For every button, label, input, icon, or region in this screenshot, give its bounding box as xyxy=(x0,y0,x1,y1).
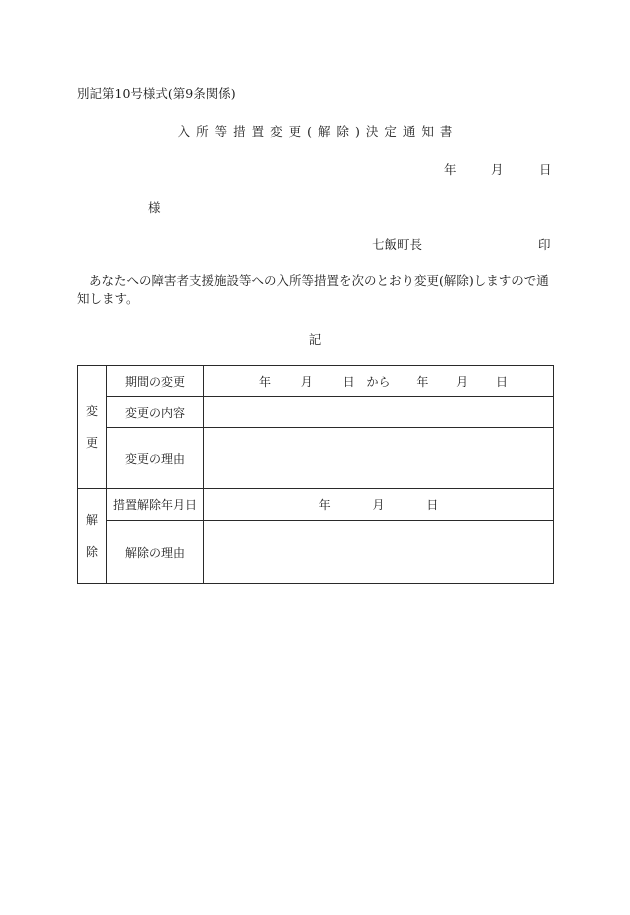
table-row xyxy=(78,366,554,397)
change-reason-value xyxy=(204,428,554,489)
document-title: 入所等措置変更(解除)決定通知書 xyxy=(177,124,459,139)
cancel-date-month: 月 xyxy=(372,498,385,512)
change-group-char-1: 変 xyxy=(85,404,98,418)
period-year-2: 年 xyxy=(416,374,429,389)
period-month-1: 月 xyxy=(300,374,313,389)
change-content-value xyxy=(204,397,554,428)
date-day: 日 xyxy=(539,162,552,177)
cancel-group-char-2: 除 xyxy=(85,545,98,559)
table-row xyxy=(78,521,554,584)
cancel-date-year: 年 xyxy=(318,498,331,512)
cancel-group-char-1: 解 xyxy=(85,513,98,527)
period-change-label: 期間の変更 xyxy=(107,366,204,397)
cancel-reason-label: 解除の理由 xyxy=(107,521,204,584)
form-number-label: 別記第10号様式(第9条関係) xyxy=(77,86,236,101)
period-month-2: 月 xyxy=(456,374,469,389)
period-year-1: 年 xyxy=(258,374,271,389)
issuer-name: 七飯町長 xyxy=(372,237,423,252)
period-from: から xyxy=(366,374,391,389)
table-row xyxy=(78,489,554,521)
table-row xyxy=(78,428,554,489)
table-row xyxy=(78,397,554,428)
cancel-date-day: 日 xyxy=(426,498,439,512)
notice-table xyxy=(77,365,554,584)
cancel-group-cell xyxy=(78,489,107,584)
period-day-1: 日 xyxy=(342,374,355,389)
addressee-suffix: 様 xyxy=(148,200,161,215)
date-year: 年 xyxy=(444,162,457,177)
period-change-value xyxy=(204,366,554,397)
cancel-date-value xyxy=(204,489,554,521)
notice-body-text: あなたへの障害者支援施設等への入所等措置を次のとおり変更(解除)しますので通知します。 xyxy=(77,273,549,306)
change-content-label: 変更の内容 xyxy=(107,397,204,428)
change-group-char-2: 更 xyxy=(85,436,98,450)
change-group-cell xyxy=(78,366,107,489)
cancel-reason-value xyxy=(204,521,554,584)
change-reason-label: 変更の理由 xyxy=(107,428,204,489)
cancel-date-label: 措置解除年月日 xyxy=(107,489,204,521)
date-month: 月 xyxy=(491,162,504,177)
ki-heading: 記 xyxy=(308,332,322,347)
period-day-2: 日 xyxy=(496,374,509,389)
seal-mark: 印 xyxy=(538,237,551,252)
